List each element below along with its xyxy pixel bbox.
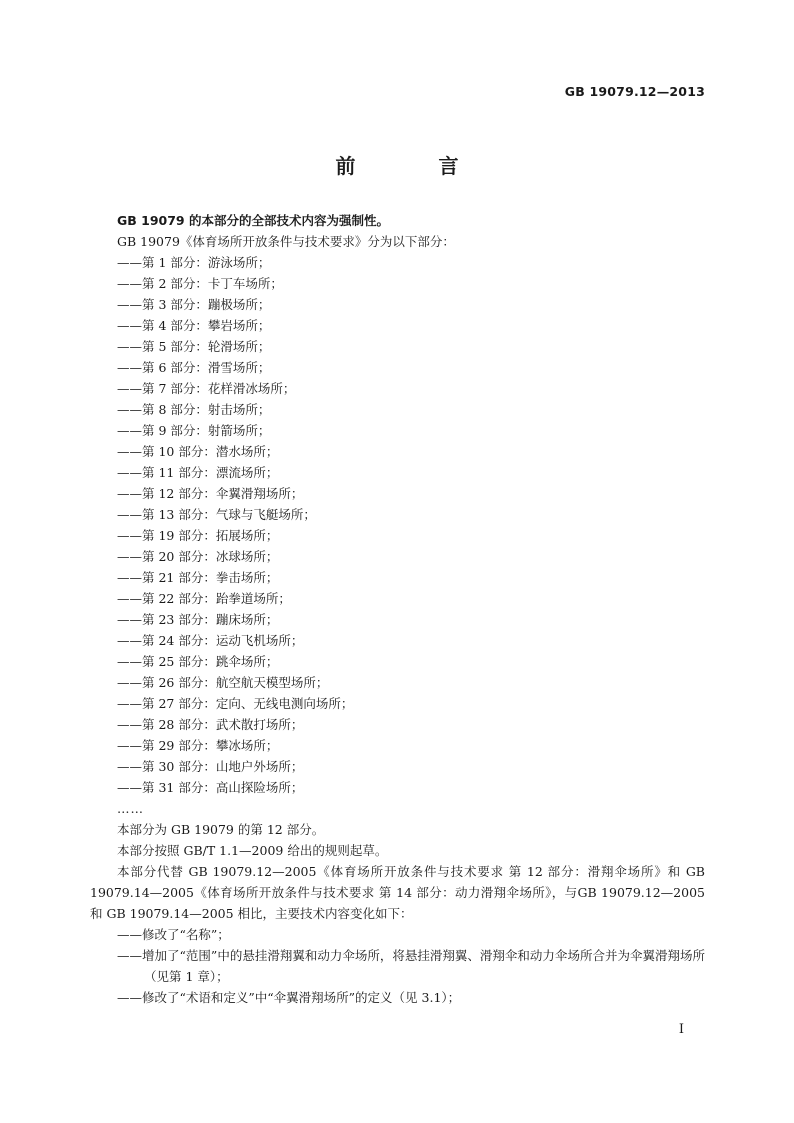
part-list-item: ——第 7 部分：花样滑冰场所； xyxy=(117,381,296,396)
drafting-paragraph: 本部分按照 GB/T 1.1—2009 给出的规则起草。 xyxy=(117,843,388,858)
ellipsis: …… xyxy=(117,801,144,816)
part-list-item: ——第 3 部分：蹦极场所； xyxy=(117,297,271,312)
part-list-item: ——第 25 部分：跳伞场所； xyxy=(117,654,279,669)
part-list-item: ——第 26 部分：航空航天模型场所； xyxy=(117,675,329,690)
parts-intro: GB 19079《体育场所开放条件与技术要求》分为以下部分： xyxy=(117,234,455,249)
part-list-item: ——第 31 部分：高山探险场所； xyxy=(117,780,304,795)
part-list-item: ——第 20 部分：冰球场所； xyxy=(117,549,279,564)
replaces-paragraph: 本部分代替 GB 19079.12—2005《体育场所开放条件与技术要求 第 12 部分：滑翔伞场所》和 GB 19079.14—2005《体育场所开放条件与技术要求 第 14 部分：动力滑翔伞场所》，与GB 19079.12—2005 和 GB 19079.14—2005 相比，主要技术内容变化如下： xyxy=(90,864,705,921)
part-list-item: ——第 19 部分：拓展场所； xyxy=(117,528,279,543)
standard-code: GB 19079.12—2013 xyxy=(564,84,705,99)
changes-list xyxy=(90,924,705,1008)
part-list-item: ——第 1 部分：游泳场所； xyxy=(117,255,271,270)
change-list-item: ——修改了“名称”； xyxy=(117,927,230,942)
part-list-item: ——第 21 部分：拳击场所； xyxy=(117,570,279,585)
part-of-paragraph: 本部分为 GB 19079 的第 12 部分。 xyxy=(117,822,325,837)
part-list-item: ——第 13 部分：气球与飞艇场所； xyxy=(117,507,316,522)
part-list-item: ——第 27 部分：定向、无线电测向场所； xyxy=(117,696,354,711)
part-list-item: ——第 23 部分：蹦床场所； xyxy=(117,612,279,627)
part-list-item: ——第 22 部分：跆拳道场所； xyxy=(117,591,291,606)
part-list-item: ——第 29 部分：攀冰场所； xyxy=(117,738,279,753)
part-list-item: ——第 28 部分：武术散打场所； xyxy=(117,717,304,732)
part-list-item: ——第 5 部分：轮滑场所； xyxy=(117,339,271,354)
part-list-item: ——第 6 部分：滑雪场所； xyxy=(117,360,271,375)
parts-list xyxy=(90,252,705,798)
change-list-item: ——修改了“术语和定义”中“伞翼滑翔场所”的定义（见 3.1）； xyxy=(117,990,461,1005)
foreword-body xyxy=(90,210,705,1008)
part-list-item: ——第 4 部分：攀岩场所； xyxy=(117,318,271,333)
part-list-item: ——第 8 部分：射击场所； xyxy=(117,402,271,417)
part-list-item: ——第 30 部分：山地户外场所； xyxy=(117,759,304,774)
part-list-item: ——第 11 部分：漂流场所； xyxy=(117,465,279,480)
change-list-item: ——增加了“范围”中的悬挂滑翔翼和动力伞场所，将悬挂滑翔翼、滑翔伞和动力伞场所合并为伞翼滑翔场所（见第 1 章）； xyxy=(117,948,705,984)
part-list-item: ——第 2 部分：卡丁车场所； xyxy=(117,276,283,291)
part-list-item: ——第 10 部分：潜水场所； xyxy=(117,444,279,459)
page-number: I xyxy=(678,1022,684,1037)
part-list-item: ——第 24 部分：运动飞机场所； xyxy=(117,633,304,648)
mandatory-statement: GB 19079 的本部分的全部技术内容为强制性。 xyxy=(117,213,389,228)
part-list-item: ——第 12 部分：伞翼滑翔场所； xyxy=(117,486,304,501)
part-list-item: ——第 9 部分：射箭场所； xyxy=(117,423,271,438)
page-title: 前 言 xyxy=(335,154,497,178)
